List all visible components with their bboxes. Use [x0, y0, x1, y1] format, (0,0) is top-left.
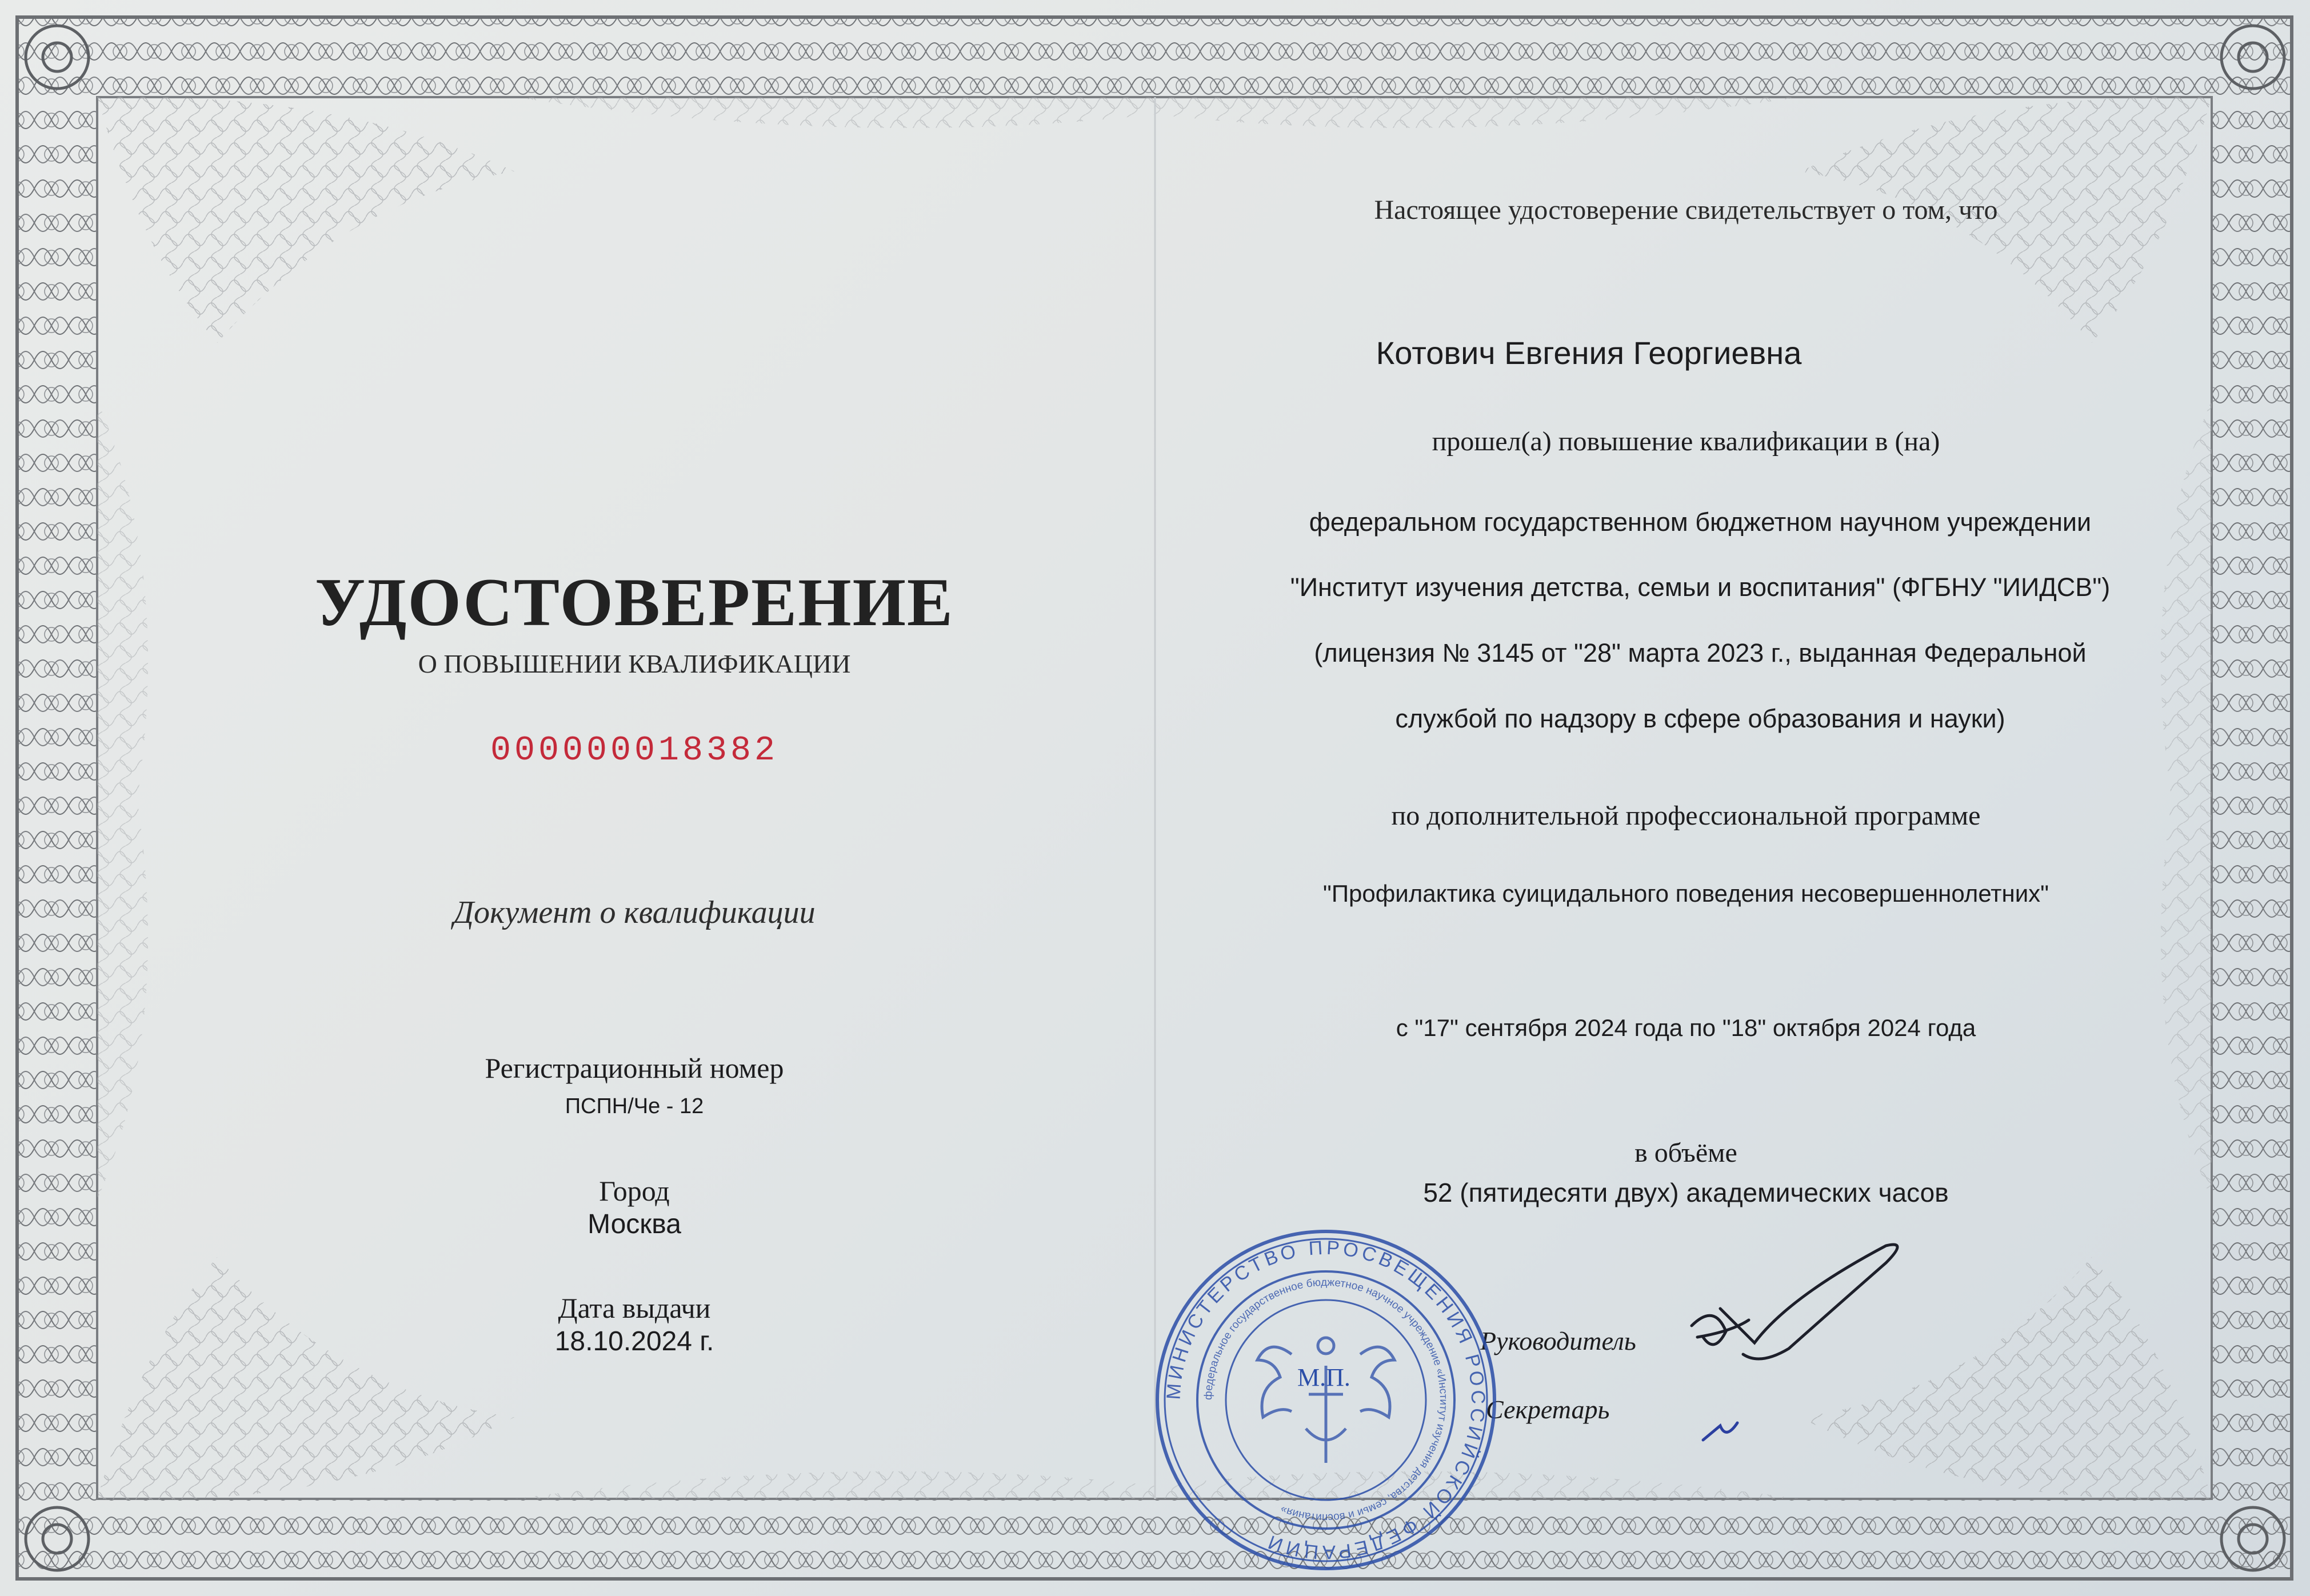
passed-text: прошел(а) повышение квалификации в (на)	[1432, 426, 1940, 457]
certificate-intro: Настоящее удостоверение свидетельствует о том, что	[1374, 195, 1998, 225]
secretary-signature-label: Секретарь	[1486, 1395, 1610, 1424]
organization-line: службой по надзору в сфере образования и науки)	[1395, 704, 2005, 733]
seal-placeholder-text: М.П.	[1297, 1363, 1350, 1391]
document-subtitle: О ПОВЫШЕНИИ КВАЛИФИКАЦИИ	[418, 649, 851, 678]
organization-line: (лицензия № 3145 от "28" марта 2023 г., выданная Федеральной	[1314, 638, 2087, 667]
head-signature-icon	[1692, 1245, 1897, 1359]
program-label: по дополнительной профессиональной программе	[1391, 801, 1981, 831]
document-title: УДОСТОВЕРЕНИЕ	[315, 564, 954, 640]
issue-date-label: Дата выдачи	[558, 1292, 711, 1324]
person-name: Котович Евгения Георгиевна	[1376, 335, 1802, 371]
official-seal	[1149, 1223, 1503, 1577]
organization-line: федеральном государственном бюджетном научном учреждении	[1309, 507, 2092, 537]
seal-inner-text: федеральное государственное бюджетное научное учреждение «Институт изучения детства, семьи и воспитания»	[1202, 1276, 1450, 1524]
issue-date-value: 18.10.2024 г.	[554, 1326, 714, 1357]
program-name: "Профилактика суицидального поведения несовершеннолетних"	[1322, 880, 2049, 907]
volume-value: 52 (пятидесяти двух) академических часов	[1423, 1178, 1949, 1207]
head-signature-label: Руководитель	[1480, 1326, 1636, 1355]
city-label: Город	[599, 1175, 670, 1207]
registration-value: ПСПН/Че - 12	[565, 1094, 704, 1118]
registration-label: Регистрационный номер	[485, 1052, 784, 1084]
serial-number: 000000018382	[490, 731, 779, 770]
organization-line: "Институт изучения детства, семьи и воспитания" (ФГБНУ "ИИДСВ")	[1290, 573, 2111, 602]
seal-outer-text: МИНИСТЕРСТВО ПРОСВЕЩЕНИЯ РОССИЙСКОЙ ФЕДЕРАЦИИ	[1162, 1237, 1489, 1563]
volume-label: в объёме	[1634, 1138, 1737, 1168]
secretary-signature-icon	[1703, 1423, 1737, 1440]
study-period: с "17" сентября 2024 года по "18" октября 2024 года	[1396, 1014, 1976, 1041]
eagle-emblem-icon	[1257, 1338, 1394, 1463]
signatures	[1657, 1240, 1903, 1451]
city-value: Москва	[588, 1209, 681, 1239]
document-type: Документ о квалификации	[453, 895, 816, 930]
